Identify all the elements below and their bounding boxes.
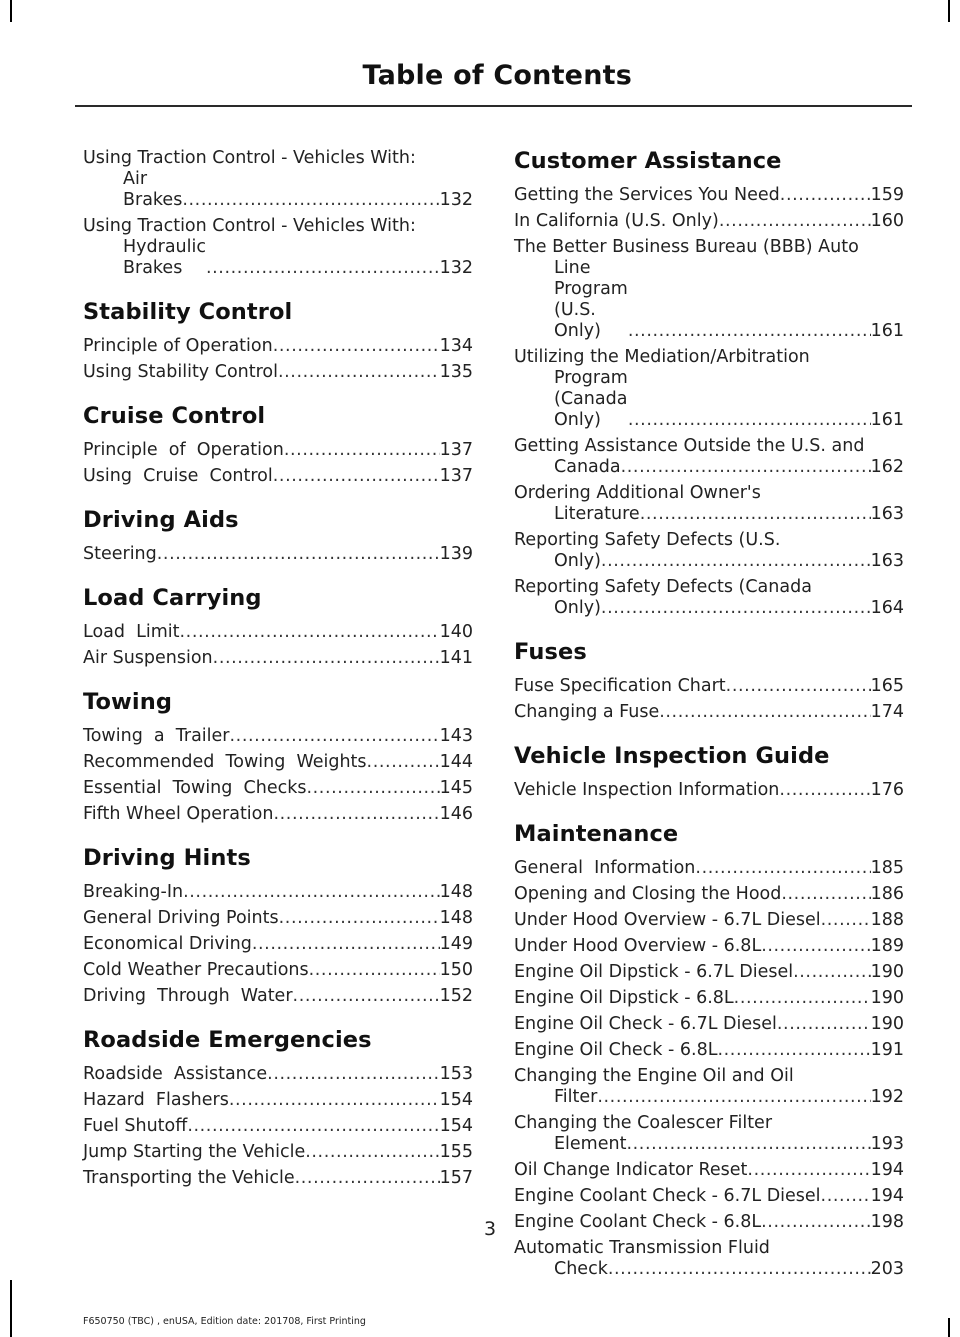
- dot-leader: [229, 1090, 440, 1111]
- dot-leader: [719, 211, 871, 232]
- dot-leader: [206, 258, 440, 279]
- toc-entry[interactable]: [514, 211, 904, 232]
- section-heading: Driving Hints: [83, 845, 251, 871]
- toc-entry-continuation: [534, 368, 904, 431]
- toc-entry[interactable]: [83, 544, 473, 565]
- toc-entry[interactable]: [83, 778, 473, 799]
- crop-mark-top-right: [948, 0, 950, 22]
- crop-mark-bottom-right: [948, 1318, 950, 1337]
- toc-entry-title: The Better Business Bureau (BBB) Auto: [514, 237, 859, 257]
- toc-entry-title: Steering: [83, 544, 157, 564]
- toc-entry[interactable]: [83, 908, 473, 929]
- toc-entry[interactable]: [83, 1168, 473, 1189]
- toc-page-number: 154: [439, 1116, 473, 1136]
- toc-entry[interactable]: [514, 1212, 904, 1233]
- toc-entry[interactable]: [83, 466, 473, 487]
- toc-page-number: 132: [439, 190, 473, 210]
- dot-leader: [183, 882, 440, 903]
- toc-right-column: [514, 148, 904, 1285]
- toc-page-number: 194: [870, 1186, 904, 1206]
- toc-entry-title: Changing a Fuse: [514, 702, 660, 722]
- dot-leader: [779, 780, 870, 801]
- toc-entry-continuation: [534, 598, 904, 619]
- toc-entry[interactable]: [83, 804, 473, 825]
- dot-leader: [157, 544, 440, 565]
- toc-page-number: 141: [439, 648, 473, 668]
- page-number: 3: [484, 1218, 497, 1240]
- dot-leader: [597, 1087, 870, 1108]
- toc-entry-title: Engine Oil Check - 6.7L Diesel: [514, 1014, 777, 1034]
- toc-entry-title: Roadside Assistance: [83, 1064, 268, 1084]
- toc-entry-title: Changing the Coalescer Filter: [514, 1113, 773, 1133]
- toc-entry-title: Fuse Specification Chart: [514, 676, 726, 696]
- toc-entry[interactable]: [514, 483, 904, 525]
- toc-page-number: 148: [439, 882, 473, 902]
- toc-entry-title: Towing a Trailer: [83, 726, 230, 746]
- dot-leader: [601, 598, 871, 619]
- toc-entry-title: Engine Oil Dipstick - 6.7L Diesel: [514, 962, 794, 982]
- toc-page-number: 188: [870, 910, 904, 930]
- toc-entry[interactable]: [514, 436, 904, 478]
- toc-page-number: 139: [439, 544, 473, 564]
- toc-entry-title: Under Hood Overview - 6.7L Diesel: [514, 910, 821, 930]
- toc-entry-title: Oil Change Indicator Reset: [514, 1160, 748, 1180]
- toc-entry[interactable]: [514, 237, 904, 342]
- toc-entry[interactable]: [514, 1014, 904, 1035]
- toc-entry[interactable]: [514, 702, 904, 723]
- toc-page-number: 143: [439, 726, 473, 746]
- dot-leader: [309, 960, 440, 981]
- dot-leader: [295, 1168, 440, 1189]
- toc-entry-title-cont: Only): [554, 551, 601, 571]
- toc-page-number: 203: [870, 1259, 904, 1279]
- toc-page-number: 190: [870, 1014, 904, 1034]
- toc-entry[interactable]: [83, 1064, 473, 1085]
- dot-leader: [284, 440, 440, 461]
- toc-entry[interactable]: [83, 1142, 473, 1163]
- toc-entry-continuation: [534, 1259, 904, 1280]
- toc-page-number: 176: [870, 780, 904, 800]
- dot-leader: [659, 702, 870, 723]
- toc-page-number: 189: [870, 936, 904, 956]
- toc-page-number: 160: [870, 211, 904, 231]
- section-heading: Driving Aids: [83, 507, 239, 533]
- toc-entry[interactable]: [514, 988, 904, 1009]
- toc-page-number: 198: [870, 1212, 904, 1232]
- toc-page-number: 159: [870, 185, 904, 205]
- dot-leader: [267, 1064, 439, 1085]
- toc-entry-title: Opening and Closing the Hood: [514, 884, 782, 904]
- dot-leader: [780, 185, 871, 206]
- toc-entry[interactable]: [83, 362, 473, 383]
- toc-entry[interactable]: [83, 622, 473, 643]
- dot-leader: [628, 410, 871, 431]
- toc-page-number: 174: [870, 702, 904, 722]
- toc-left-column: [83, 148, 473, 1194]
- toc-entry-continuation: [534, 504, 904, 525]
- toc-entry-title: Engine Oil Check - 6.8L: [514, 1040, 718, 1060]
- dot-leader: [628, 321, 871, 342]
- toc-entry-continuation: [534, 258, 904, 342]
- dot-leader: [761, 936, 870, 957]
- toc-entry[interactable]: [514, 347, 904, 431]
- toc-page-number: 150: [439, 960, 473, 980]
- toc-entry-title-cont: Literature: [554, 504, 640, 524]
- toc-page-number: 153: [439, 1064, 473, 1084]
- toc-entry[interactable]: [83, 216, 473, 279]
- toc-entry-title-cont: Air Brakes: [123, 169, 183, 210]
- toc-entry-continuation: [534, 551, 904, 572]
- toc-entry-title: Recommended Towing Weights: [83, 752, 367, 772]
- toc-entry-title-cont: Program (Canada Only): [554, 368, 628, 430]
- toc-page-number: 191: [870, 1040, 904, 1060]
- toc-entry-title: Engine Coolant Check - 6.8L: [514, 1212, 762, 1232]
- dot-leader: [608, 1259, 871, 1280]
- toc-entry-title: Breaking-In: [83, 882, 184, 902]
- crop-mark-bottom-left: [10, 1280, 12, 1337]
- toc-entry-title: Vehicle Inspection Information: [514, 780, 780, 800]
- toc-page-number: 185: [870, 858, 904, 878]
- toc-entry[interactable]: [83, 726, 473, 747]
- toc-entry-title-cont: Filter: [554, 1087, 598, 1107]
- toc-page-number: 154: [439, 1090, 473, 1110]
- toc-entry[interactable]: [514, 185, 904, 206]
- dot-leader: [793, 962, 871, 983]
- dot-leader: [293, 986, 440, 1007]
- toc-entry[interactable]: [514, 936, 904, 957]
- crop-mark-top-left: [10, 0, 12, 22]
- title-divider: [75, 105, 912, 107]
- toc-entry-title: Changing the Engine Oil and Oil: [514, 1066, 794, 1086]
- toc-entry-title: Jump Starting the Vehicle: [83, 1142, 306, 1162]
- toc-entry-title: Reporting Safety Defects (U.S.: [514, 530, 781, 550]
- toc-entry-title: Using Stability Control: [83, 362, 278, 382]
- section-heading: Load Carrying: [83, 585, 262, 611]
- dot-leader: [821, 910, 871, 931]
- toc-page-number: 134: [439, 336, 473, 356]
- toc-entry[interactable]: [514, 1040, 904, 1061]
- toc-page-number: 132: [439, 258, 473, 278]
- toc-entry-title: Reporting Safety Defects (Canada: [514, 577, 812, 597]
- toc-page-number: 137: [439, 466, 473, 486]
- toc-entry[interactable]: [83, 440, 473, 461]
- toc-entry[interactable]: [83, 1090, 473, 1111]
- dot-leader: [273, 466, 440, 487]
- dot-leader: [279, 908, 440, 929]
- toc-entry-title: Driving Through Water: [83, 986, 293, 1006]
- toc-entry[interactable]: [514, 910, 904, 931]
- toc-page-number: 192: [870, 1087, 904, 1107]
- dot-leader: [252, 934, 440, 955]
- toc-entry-continuation: [103, 169, 473, 211]
- toc-page-number: 149: [439, 934, 473, 954]
- toc-entry-title: Under Hood Overview - 6.8L: [514, 936, 762, 956]
- toc-entry-title: Fifth Wheel Operation: [83, 804, 274, 824]
- toc-entry-continuation: [534, 1087, 904, 1108]
- dot-leader: [306, 778, 439, 799]
- toc-page-number: 144: [439, 752, 473, 772]
- toc-entry-title: In California (U.S. Only): [514, 211, 719, 231]
- toc-page-number: 190: [870, 962, 904, 982]
- toc-page-number: 163: [870, 551, 904, 571]
- toc-page-number: 161: [870, 321, 904, 341]
- section-heading: Towing: [83, 689, 173, 715]
- toc-page-number: 193: [870, 1134, 904, 1154]
- toc-entry-title: General Information: [514, 858, 696, 878]
- toc-entry[interactable]: [514, 676, 904, 697]
- toc-entry[interactable]: [83, 752, 473, 773]
- edition-info: F650750 (TBC) , enUSA, Edition date: 201708, First Printing: [83, 1316, 366, 1327]
- toc-page-number: 137: [439, 440, 473, 460]
- toc-entry[interactable]: [514, 577, 904, 619]
- dot-leader: [640, 504, 871, 525]
- toc-entry-title: Essential Towing Checks: [83, 778, 307, 798]
- toc-entry[interactable]: [514, 1160, 904, 1181]
- dot-leader: [213, 648, 440, 669]
- dot-leader: [777, 1014, 871, 1035]
- section-heading: Maintenance: [514, 821, 679, 847]
- toc-page-number: 164: [870, 598, 904, 618]
- dot-leader: [734, 988, 871, 1009]
- section-heading: Stability Control: [83, 299, 293, 325]
- dot-leader: [621, 457, 871, 478]
- toc-entry-title: Getting the Services You Need: [514, 185, 780, 205]
- toc-entry[interactable]: [514, 884, 904, 905]
- toc-entry[interactable]: [83, 336, 473, 357]
- dot-leader: [273, 804, 439, 825]
- dot-leader: [695, 858, 870, 879]
- toc-entry[interactable]: [514, 1186, 904, 1207]
- toc-entry-title: Ordering Additional Owner's: [514, 483, 761, 503]
- toc-page-number: 194: [870, 1160, 904, 1180]
- toc-entry-title: Using Traction Control - Vehicles With:: [83, 216, 416, 236]
- toc-entry-title-cont: Only): [554, 598, 601, 618]
- dot-leader: [717, 1040, 870, 1061]
- toc-entry-title: Hazard Flashers: [83, 1090, 229, 1110]
- toc-entry-title: Cold Weather Precautions: [83, 960, 309, 980]
- toc-page-number: 165: [870, 676, 904, 696]
- toc-entry-title-cont: Check: [554, 1259, 608, 1279]
- toc-page-number: 140: [439, 622, 473, 642]
- dot-leader: [747, 1160, 870, 1181]
- toc-entry[interactable]: [514, 530, 904, 572]
- toc-entry-title: Using Cruise Control: [83, 466, 273, 486]
- toc-entry[interactable]: [83, 648, 473, 669]
- toc-page-number: 152: [439, 986, 473, 1006]
- toc-entry-title: Fuel Shutoff: [83, 1116, 188, 1136]
- toc-entry-title: Utilizing the Mediation/Arbitration: [514, 347, 810, 367]
- toc-page-number: 146: [439, 804, 473, 824]
- dot-leader: [187, 1116, 439, 1137]
- toc-entry-title: Engine Oil Dipstick - 6.8L: [514, 988, 734, 1008]
- toc-entry[interactable]: [514, 1066, 904, 1108]
- toc-entry[interactable]: [514, 962, 904, 983]
- toc-entry[interactable]: [83, 986, 473, 1007]
- toc-entry[interactable]: [514, 780, 904, 801]
- section-heading: Roadside Emergencies: [83, 1027, 372, 1053]
- toc-entry-title-cont: Canada: [554, 457, 621, 477]
- toc-entry-title-cont: Element: [554, 1134, 627, 1154]
- section-heading: Customer Assistance: [514, 148, 782, 174]
- dot-leader: [821, 1186, 871, 1207]
- toc-entry-continuation: [534, 457, 904, 478]
- page-title: Table of Contents: [362, 60, 632, 91]
- toc-entry-title: Principle of Operation: [83, 336, 273, 356]
- toc-page-number: 186: [870, 884, 904, 904]
- dot-leader: [367, 752, 440, 773]
- toc-entry[interactable]: [83, 148, 473, 211]
- toc-entry-title: Air Suspension: [83, 648, 213, 668]
- dot-leader: [626, 1134, 870, 1155]
- dot-leader: [726, 676, 871, 697]
- toc-entry-continuation: [103, 237, 473, 279]
- dot-leader: [601, 551, 871, 572]
- toc-entry-title-cont: Hydraulic Brakes: [123, 237, 206, 278]
- toc-entry-continuation: [534, 1134, 904, 1155]
- dot-leader: [230, 726, 440, 747]
- toc-entry[interactable]: [83, 934, 473, 955]
- toc-page-number: 163: [870, 504, 904, 524]
- toc-page-number: 155: [439, 1142, 473, 1162]
- dot-leader: [180, 622, 440, 643]
- toc-entry[interactable]: [514, 858, 904, 879]
- toc-entry-title: Economical Driving: [83, 934, 252, 954]
- section-heading: Fuses: [514, 639, 587, 665]
- toc-entry[interactable]: [83, 882, 473, 903]
- dot-leader: [182, 190, 439, 211]
- toc-entry-title: Load Limit: [83, 622, 180, 642]
- toc-page-number: 135: [439, 362, 473, 382]
- dot-leader: [305, 1142, 439, 1163]
- toc-entry-title: Getting Assistance Outside the U.S. and: [514, 436, 865, 456]
- toc-entry-title: Using Traction Control - Vehicles With:: [83, 148, 416, 168]
- toc-page-number: 148: [439, 908, 473, 928]
- section-heading: Cruise Control: [83, 403, 266, 429]
- toc-entry-title: Principle of Operation: [83, 440, 284, 460]
- dot-leader: [781, 884, 870, 905]
- dot-leader: [761, 1212, 870, 1233]
- toc-page-number: 190: [870, 988, 904, 1008]
- toc-entry[interactable]: [514, 1238, 904, 1280]
- toc-entry-title-cont: Line Program (U.S. Only): [554, 258, 628, 341]
- toc-entry-title: General Driving Points: [83, 908, 279, 928]
- toc-page-number: 161: [870, 410, 904, 430]
- toc-page-number: 157: [439, 1168, 473, 1188]
- toc-entry-title: Engine Coolant Check - 6.7L Diesel: [514, 1186, 821, 1206]
- toc-page-number: 145: [439, 778, 473, 798]
- dot-leader: [278, 362, 440, 383]
- dot-leader: [273, 336, 440, 357]
- section-heading: Vehicle Inspection Guide: [514, 743, 830, 769]
- toc-entry[interactable]: [83, 960, 473, 981]
- toc-entry-title: Transporting the Vehicle: [83, 1168, 295, 1188]
- toc-entry[interactable]: [514, 1113, 904, 1155]
- toc-page-number: 162: [870, 457, 904, 477]
- toc-entry-title: Automatic Transmission Fluid: [514, 1238, 770, 1258]
- toc-entry[interactable]: [83, 1116, 473, 1137]
